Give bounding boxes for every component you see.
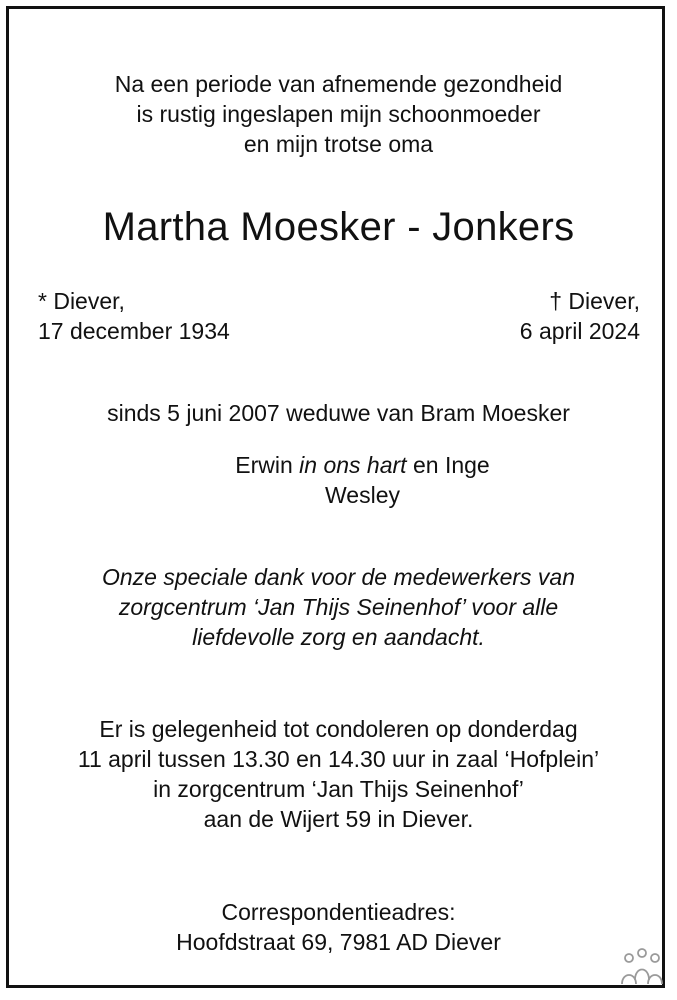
death-info — [520, 286, 640, 346]
family-line-1 — [24, 450, 677, 480]
address-value: Hoofdstraat 69, 7981 AD Diever — [176, 929, 501, 955]
family-name-1: Erwin — [235, 452, 293, 478]
in-heart-text: in ons hart — [299, 452, 407, 478]
thanks-line-2: zorgcentrum ‘Jan Thijs Seinenhof’ voor alle — [118, 594, 559, 620]
widow-line: sinds 5 juni 2007 weduwe van Bram Moesker — [107, 400, 570, 426]
intro-line-1: Na een periode van afnemende gezondheid — [114, 71, 563, 97]
death-date: 6 april 2024 — [519, 318, 640, 344]
condolence-text — [0, 714, 677, 834]
address-label: Correspondentieadres: — [221, 899, 456, 925]
birth-place: * Diever, — [38, 288, 125, 314]
people-group-logo-icon — [619, 946, 665, 986]
birth-date: 17 december 1934 — [38, 318, 230, 344]
thanks-text — [0, 562, 677, 652]
intro-line-2: is rustig ingeslapen mijn schoonmoeder — [136, 101, 541, 127]
thanks-line-1: Onze speciale dank voor de medewerkers van — [101, 564, 576, 590]
condolence-line-1: Er is gelegenheid tot condoleren op donderdag — [99, 716, 578, 742]
intro-line-3: en mijn trotse oma — [243, 131, 434, 157]
condolence-line-3: in zorgcentrum ‘Jan Thijs Seinenhof’ — [153, 776, 524, 802]
family-names — [0, 450, 677, 510]
birth-info — [38, 286, 230, 346]
deceased-name: Martha Moesker - Jonkers — [102, 205, 575, 249]
condolence-line-2: 11 april tussen 13.30 en 14.30 uur in zaal ‘Hofplein’ — [77, 746, 600, 772]
death-place: † Diever, — [549, 288, 640, 314]
condolence-line-4: aan de Wijert 59 in Diever. — [203, 806, 474, 832]
family-line-2: Wesley — [325, 482, 400, 508]
family-conjunction: en Inge — [412, 452, 490, 478]
intro-text — [0, 69, 677, 159]
correspondence-address — [0, 897, 677, 957]
thanks-line-3: liefdevolle zorg en aandacht. — [192, 624, 485, 650]
